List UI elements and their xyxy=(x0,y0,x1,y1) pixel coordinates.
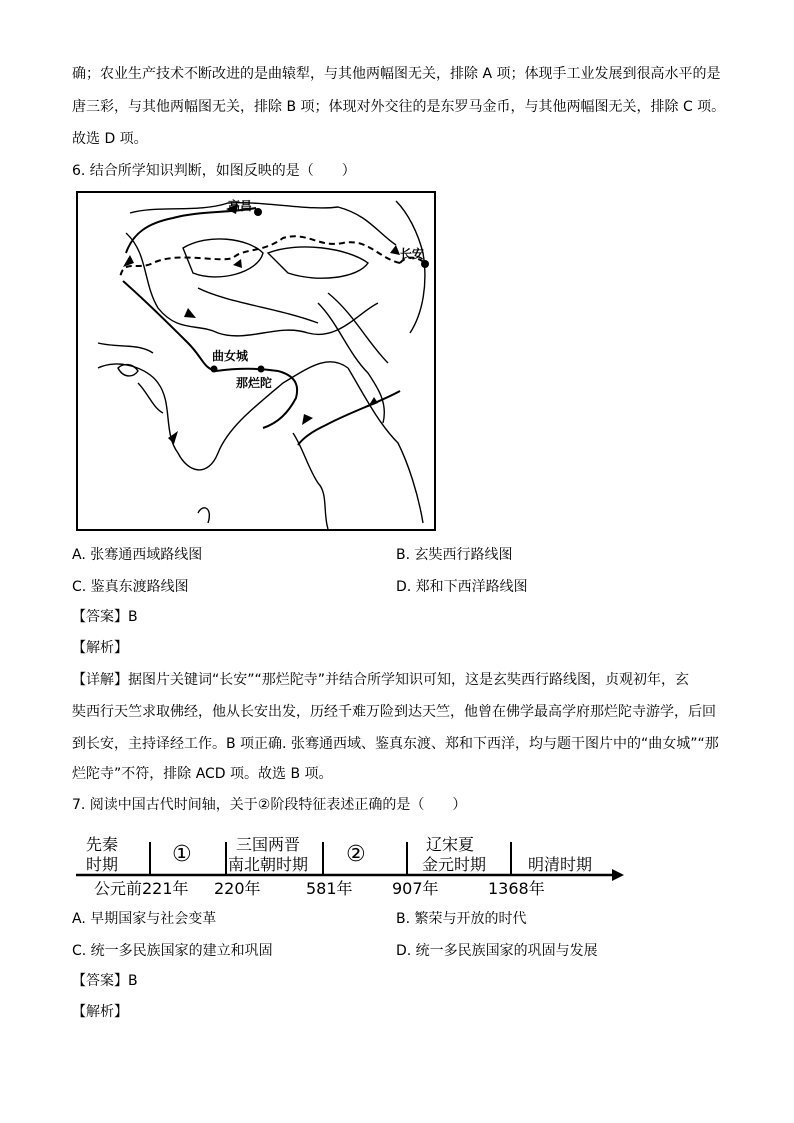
q7-option-a: A. 早期国家与社会变革 xyxy=(72,911,217,927)
q7-option-c: C. 统一多民族国家的建立和巩固 xyxy=(72,943,273,959)
q7-option-b: B. 繁荣与开放的时代 xyxy=(396,911,527,927)
q6-answer: 【答案】B xyxy=(72,609,138,625)
label-nalanduo: 那烂陀 xyxy=(236,376,273,390)
q7-analysis-heading: 【解析】 xyxy=(72,1004,128,1020)
text-line: 【详解】据图片关键词“长安”“那烂陀寺”并结合所学知识可知，这是玄奘西行路线图，贞观初年，玄 xyxy=(72,672,690,688)
q7-answer: 【答案】B xyxy=(72,973,138,989)
year-1368: 1368年 xyxy=(488,879,545,898)
text-line: 确；农业生产技术不断改进的是曲辕犁，与其他两幅图无关，排除 A 项；体现手工业发展到很高水平的是 xyxy=(72,66,721,82)
label-qunvcheng: 曲女城 xyxy=(212,349,249,363)
year-907: 907年 xyxy=(392,879,439,898)
q6-option-a: A. 张骞通西域路线图 xyxy=(72,547,203,563)
label-gaochang: 高昌 xyxy=(228,199,253,213)
year-221bc: 公元前221年 xyxy=(94,879,189,898)
year-581: 581年 xyxy=(306,879,353,898)
stage-1-marker: ① xyxy=(172,842,192,867)
q7-option-d: D. 统一多民族国家的巩固与发展 xyxy=(396,943,598,959)
stage-2-marker: ② xyxy=(346,842,366,867)
q6-option-d: D. 郑和下西洋路线图 xyxy=(396,579,528,595)
question-6-stem: 6. 结合所学知识判断，如图反映的是（ ） xyxy=(72,163,356,179)
text-line: 到长安，主持译经工作。B 项正确. 张骞通西域、鉴真东渡、郑和下西洋，均与题干图片中的“曲女城”“那 xyxy=(72,736,719,752)
q6-option-c: C. 鉴真东渡路线图 xyxy=(72,579,189,595)
text-line: 故选 D 项。 xyxy=(72,131,148,147)
chinese-history-timeline xyxy=(76,828,624,898)
period-liaosongxia: 辽宋夏 xyxy=(426,835,475,854)
text-line: 奘西行天竺求取佛经，他从长安出发，历经千难万险到达天竺，他曾在佛学最高学府那烂陀寺游学，后回 xyxy=(72,704,716,720)
label-changan: 长安 xyxy=(400,247,425,261)
q6-analysis-heading: 【解析】 xyxy=(72,640,128,656)
text-line: 唐三彩，与其他两幅图无关，排除 B 项；体现对外交往的是东罗马金币，与其他两幅图无关，排除 C 项。 xyxy=(72,99,726,115)
period-nanbeichao: 南北朝时期 xyxy=(228,855,309,874)
period-mingqing: 明清时期 xyxy=(528,855,593,874)
map-drawing xyxy=(78,193,434,529)
year-220: 220年 xyxy=(214,879,261,898)
question-7-stem: 7. 阅读中国古代时间轴，关于②阶段特征表述正确的是（ ） xyxy=(72,797,467,813)
period-xianqin: 先秦 xyxy=(86,835,119,854)
period-xianqin-suffix: 时期 xyxy=(86,855,119,874)
q6-option-b: B. 玄奘西行路线图 xyxy=(396,547,513,563)
text-line: 烂陀寺”不符，排除 ACD 项。故选 B 项。 xyxy=(72,766,333,782)
xuanzang-route-map xyxy=(76,191,436,531)
period-sanguo: 三国两晋 xyxy=(236,835,301,854)
period-jinyuan: 金元时期 xyxy=(422,855,487,874)
